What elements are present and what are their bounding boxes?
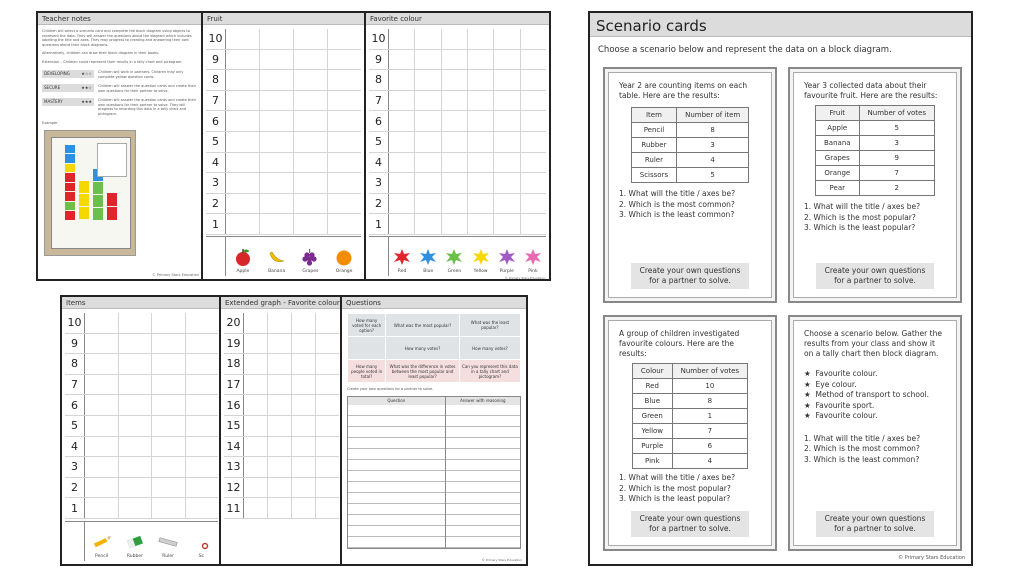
- card-questions: 1. What will the title / axes be? 2. Which is the most popular? 3. Which is the least popular?: [804, 202, 921, 232]
- question-cards: [347, 313, 521, 383]
- list-item: ★ Favourite colour.: [804, 369, 878, 378]
- ruler-icon: [158, 532, 178, 552]
- grid-number: 6: [369, 111, 389, 131]
- table-row: Purple 6: [632, 439, 747, 454]
- colour-grid: [369, 29, 546, 235]
- grid-row: [206, 132, 361, 153]
- question-card: How many votes?: [386, 337, 460, 360]
- level-text: Children will work in partners. Children may only complete yellow question cards.: [98, 70, 184, 79]
- table-row: Scissors 5: [631, 168, 748, 183]
- grid-number: 6: [206, 111, 226, 131]
- teacher-notes-alt2: Extension – Children could represent their results in a tally chart and pictogram.: [42, 59, 183, 64]
- grid-row: [206, 111, 361, 132]
- colour-sheet: [364, 11, 551, 281]
- level-label: MASTERY: [44, 99, 63, 104]
- column-header-question: Question: [348, 397, 446, 405]
- grid-number: 7: [206, 91, 226, 111]
- question-card: What was the least popular?: [459, 314, 520, 337]
- colour-title: Favorite colour: [366, 13, 549, 25]
- grid-number: 9: [369, 50, 389, 70]
- fruit-icons-row: [206, 236, 361, 276]
- grid-number: 20: [224, 313, 244, 333]
- item: [118, 522, 151, 561]
- fruit-item: [260, 237, 294, 276]
- table-row: Banana 3: [816, 136, 935, 151]
- grid-number: 2: [65, 478, 85, 498]
- grid-row: [206, 70, 361, 91]
- grid-number: 8: [206, 70, 226, 90]
- list-item: ★ Favourite colour.: [804, 411, 878, 420]
- colour-label: Yellow: [473, 269, 488, 274]
- teacher-notes-sheet: [36, 11, 205, 281]
- questions-title: Questions: [342, 297, 526, 309]
- table-header: Number of votes: [859, 106, 934, 121]
- fruit-item: [327, 237, 361, 276]
- grid-number: 5: [65, 416, 85, 436]
- grid-number: 9: [206, 50, 226, 70]
- star-icon: ★: [804, 390, 811, 399]
- grid-number: 2: [369, 194, 389, 214]
- example-label: Example: [42, 121, 58, 125]
- colour-label: Blue: [423, 269, 434, 274]
- table-row: Blue 8: [632, 394, 747, 409]
- pencil-icon: [92, 532, 112, 552]
- table-header: Item: [631, 108, 676, 123]
- create-questions-box: Create your own questions for a partner to solve.: [631, 263, 749, 289]
- paint-splat-pink-icon: [523, 247, 543, 267]
- item-label: Sc: [198, 554, 205, 559]
- star-icon: ★: [804, 379, 811, 389]
- grid-number: 8: [65, 354, 85, 374]
- items-title: Items: [62, 297, 221, 309]
- grid-number: 5: [206, 132, 226, 152]
- bullet-list: [804, 369, 946, 422]
- grid-number: 17: [224, 375, 244, 395]
- questions-sheet: [340, 295, 528, 566]
- scenario-card-items: [603, 67, 777, 303]
- grid-number: 2: [206, 194, 226, 214]
- extended-graph-sheet: [219, 295, 344, 566]
- grid-number: 4: [206, 153, 226, 173]
- card-table: [632, 363, 748, 469]
- colour-label: Red: [397, 269, 407, 274]
- levels-list: [42, 70, 199, 116]
- question-card: How many votes?: [459, 337, 520, 360]
- grid-number: 19: [224, 334, 244, 354]
- colour-label: Green: [447, 269, 462, 274]
- teacher-notes-alt1: Alternatively, children can draw their block diagram in their books.: [42, 51, 160, 55]
- card-questions: 1. What will the title / axes be? 2. Which is the most common? 3. Which is the least common?: [619, 189, 736, 219]
- card-table: [815, 105, 935, 196]
- grid-number: 8: [369, 70, 389, 90]
- grid-number: 4: [369, 153, 389, 173]
- question-card: What was the most popular?: [386, 314, 460, 337]
- level-text: Children will answer the question cards and create their own questions for their partner to solve. They will progress to recording this data in a tally chart and pictogram.: [98, 98, 197, 116]
- grid-number: 1: [206, 214, 226, 234]
- scenario-card-fruit: [788, 67, 962, 303]
- grid-row: [206, 29, 361, 50]
- table-row: Grapes 9: [816, 151, 935, 166]
- scissors-icon: [191, 532, 211, 552]
- footer: © Primary Stars Education: [898, 555, 965, 561]
- fruit-label: Apple: [236, 269, 250, 274]
- example-photo: [44, 130, 136, 256]
- grid-number: 10: [206, 29, 226, 49]
- table-row: Red 10: [632, 379, 747, 394]
- table-row: Orange 7: [816, 166, 935, 181]
- paint-splat-red-icon: [392, 247, 412, 267]
- table-row: Apple 5: [816, 121, 935, 136]
- grid-number: 5: [369, 132, 389, 152]
- grid-number: 9: [65, 334, 85, 354]
- question-card: Can you represent this data in a tally chart and pictogram?: [459, 360, 520, 383]
- list-item: ★ Method of transport to school.: [804, 390, 930, 399]
- fruit-label: Banana: [268, 269, 286, 274]
- colour-item: [389, 237, 415, 276]
- colour-item: [468, 237, 494, 276]
- table-row: Ruler 4: [631, 153, 748, 168]
- table-row: Pencil 8: [631, 123, 748, 138]
- create-questions-box: Create your own questions for a partner to solve.: [631, 511, 749, 537]
- grid-number: 7: [65, 375, 85, 395]
- item-label: Ruler: [162, 554, 174, 559]
- fruit-title: Fruit: [203, 13, 364, 25]
- footer: © Primary Stars Education: [481, 558, 522, 562]
- table-row: Pink 4: [632, 454, 747, 469]
- create-questions-box: Create your own questions for a partner to solve.: [816, 263, 934, 289]
- scenario-sheet: [588, 11, 973, 566]
- card-questions: 1. What will the title / axes be? 2. Which is the most popular? 3. Which is the least popular?: [619, 473, 736, 503]
- grid-number: 15: [224, 416, 244, 436]
- teacher-notes-title: Teacher notes: [38, 13, 203, 25]
- fruit-item: [226, 237, 260, 276]
- scenario-intro: Choose a scenario below and represent the data on a block diagram.: [598, 45, 892, 55]
- colour-item: [494, 237, 520, 276]
- paint-splat-blue-icon: [418, 247, 438, 267]
- star-icon: ★: [804, 400, 811, 410]
- extended-title: Extended graph - Favorite colour: [221, 297, 342, 309]
- banana-icon: [267, 247, 287, 267]
- grid-number: 13: [224, 457, 244, 477]
- grid-row: [206, 91, 361, 112]
- table-row: Green 1: [632, 409, 747, 424]
- item: [85, 522, 118, 561]
- grid-number: 1: [65, 498, 85, 518]
- question-card: How many people voted in total?: [348, 360, 386, 383]
- scenario-card-choose: [788, 315, 962, 551]
- teacher-notes-intro: Children will select a scenario card and complete the block diagram using objects to represent the data. They will answer the questions about the diagram which includes labelling the title and axes. They may progress to creating and answering their own questions about their block diagrams.: [42, 29, 192, 47]
- grid-number: 11: [224, 498, 244, 518]
- scenario-card-colours: [603, 315, 777, 551]
- level-text: Children will answer the question cards and create their own questions for their partner to solve.: [98, 84, 197, 93]
- fruit-sheet: [201, 11, 366, 281]
- question-card: How many voted for each option?: [348, 314, 386, 337]
- stars-icon: ★☆☆: [81, 71, 92, 76]
- list-item: ★ Favourite sport.: [804, 400, 875, 410]
- card-table: [631, 107, 749, 183]
- colour-item: [415, 237, 441, 276]
- colour-item: [441, 237, 467, 276]
- card-questions: 1. What will the title / axes be? 2. Which is the most common? 3. Which is the least common?: [804, 433, 921, 464]
- stars-icon: ★★★: [81, 99, 92, 104]
- question-card: What was the difference in votes between the most popular and least popular?: [386, 360, 460, 383]
- card-text: A group of children investigated favourite colours. Here are the results:: [619, 329, 740, 358]
- apple-icon: [233, 247, 253, 267]
- grid-number: 4: [65, 437, 85, 457]
- answer-table: [347, 396, 521, 549]
- scenario-title: Scenario cards: [590, 13, 971, 37]
- card-text: Year 2 are counting items on each table. Here are the results:: [619, 81, 748, 100]
- extended-grid: [224, 313, 339, 519]
- create-questions-line: Create your own questions for a partner to solve.: [347, 387, 434, 391]
- items-sheet: [60, 295, 223, 566]
- item-label: Rubber: [126, 554, 143, 559]
- table-header: Fruit: [816, 106, 860, 121]
- colour-label: Purple: [499, 269, 514, 274]
- grid-number: 1: [369, 214, 389, 234]
- rubber-icon: [125, 532, 145, 552]
- grid-row: [206, 194, 361, 215]
- card-text: Year 3 collected data about their favourite fruit. Here are the results:: [804, 81, 938, 100]
- table-row: Yellow 7: [632, 424, 747, 439]
- colour-label: Pink: [528, 269, 538, 274]
- fruit-grid: [206, 29, 361, 235]
- item-label: Pencil: [95, 554, 109, 559]
- list-item: ★ Eye colour.: [804, 379, 857, 389]
- level-developing: [42, 70, 199, 79]
- footer: © Primary Stars Education: [152, 273, 199, 277]
- grid-row: [206, 50, 361, 71]
- create-questions-box: Create your own questions for a partner to solve.: [816, 511, 934, 537]
- table-header: Number of votes: [672, 364, 747, 379]
- grid-row: [206, 214, 361, 235]
- paint-splat-yellow-icon: [471, 247, 491, 267]
- grapes-icon: [300, 247, 320, 267]
- grid-number: 3: [65, 457, 85, 477]
- paint-splat-green-icon: [444, 247, 464, 267]
- grid-row: [206, 153, 361, 174]
- fruit-item: [294, 237, 328, 276]
- footer: © Primary Stars Education: [504, 276, 545, 280]
- star-icon: ★: [804, 369, 811, 378]
- item: [152, 522, 185, 561]
- grid-row: [206, 173, 361, 194]
- colour-icons-row: [369, 236, 546, 276]
- colour-item: [520, 237, 546, 276]
- grid-number: 10: [65, 313, 85, 333]
- star-icon: ★: [804, 411, 811, 420]
- level-secure: [42, 84, 199, 93]
- fruit-label: Orange: [335, 269, 353, 274]
- grid-number: 3: [206, 173, 226, 193]
- grid-number: 12: [224, 478, 244, 498]
- card-text: Choose a scenario below. Gather the results from your class and show it on a tally chart then block diagram.: [804, 329, 942, 358]
- orange-icon: [334, 247, 354, 267]
- paint-splat-purple-icon: [497, 247, 517, 267]
- table-header: Colour: [632, 364, 672, 379]
- table-row: Rubber 3: [631, 138, 748, 153]
- fruit-label: Grapes: [302, 269, 319, 274]
- table-row: Pear 2: [816, 181, 935, 196]
- grid-number: 3: [369, 173, 389, 193]
- question-card: [348, 337, 386, 360]
- level-label: DEVELOPING: [44, 71, 70, 76]
- grid-number: 10: [369, 29, 389, 49]
- column-header-answer: Answer with reasoning: [460, 397, 506, 403]
- level-label: SECURE: [44, 85, 61, 90]
- grid-number: 18: [224, 354, 244, 374]
- items-icons-row: [65, 521, 218, 561]
- grid-number: 7: [369, 91, 389, 111]
- stars-icon: ★★☆: [81, 85, 92, 90]
- item: [185, 522, 218, 561]
- grid-number: 6: [65, 395, 85, 415]
- items-grid: [65, 313, 218, 519]
- grid-number: 16: [224, 395, 244, 415]
- table-header: Number of item: [677, 108, 749, 123]
- level-mastery: [42, 98, 199, 116]
- grid-number: 14: [224, 437, 244, 457]
